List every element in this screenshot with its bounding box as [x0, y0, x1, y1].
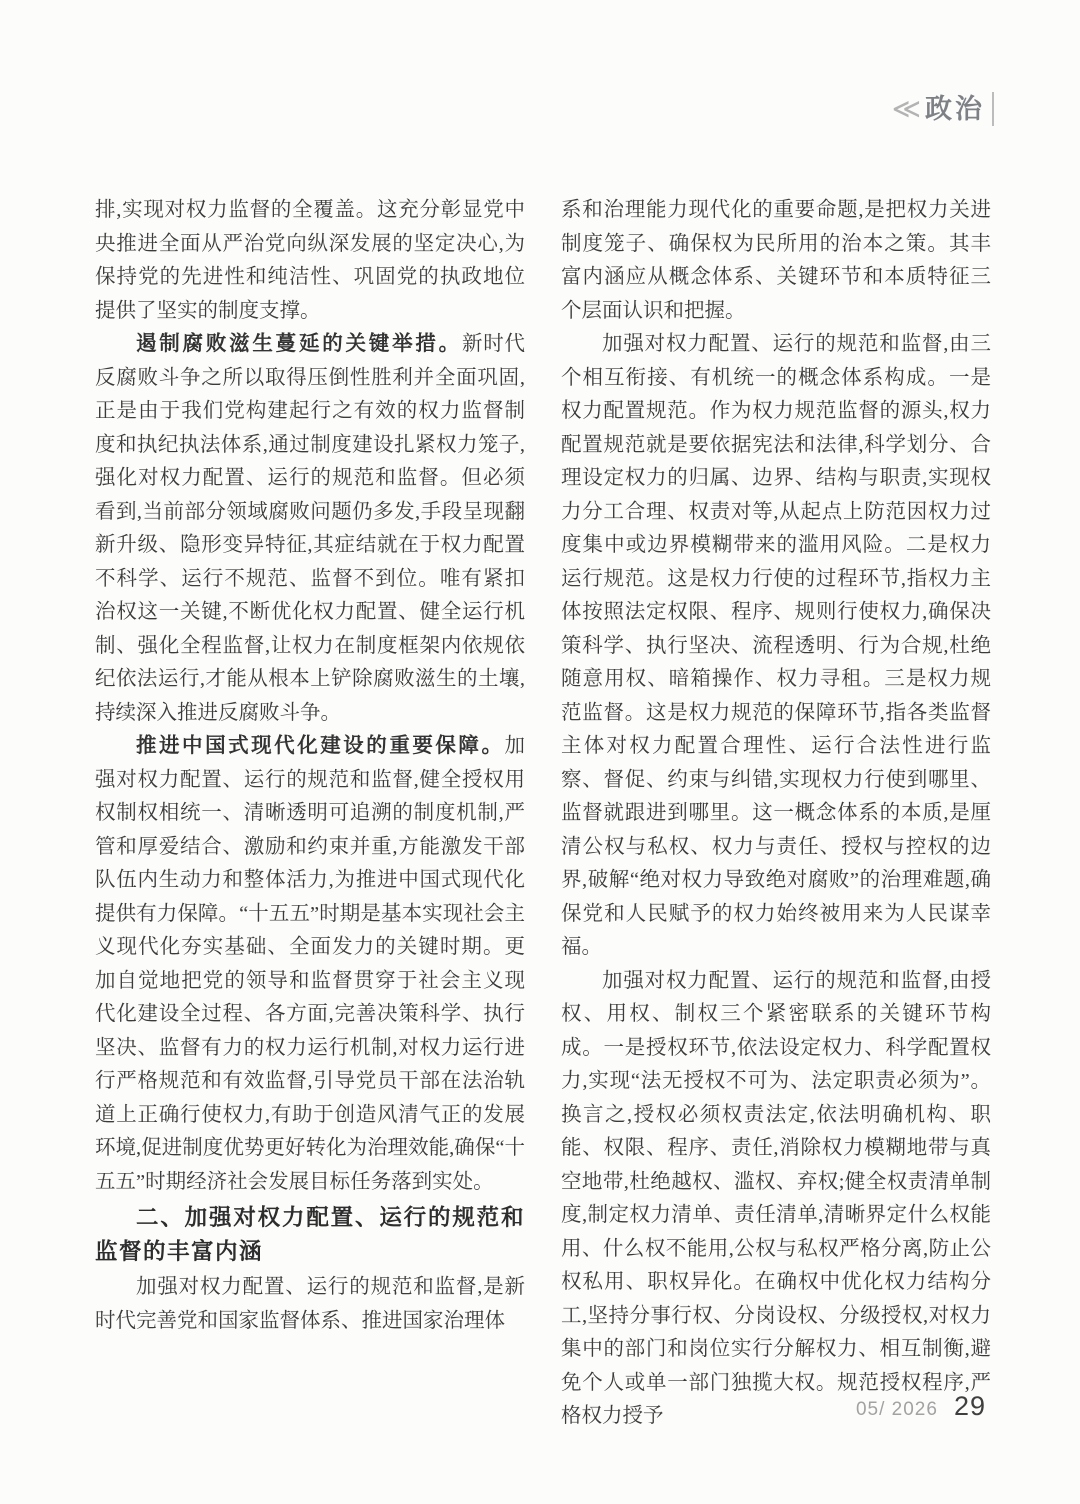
paragraph-text: 排,实现对权力监督的全覆盖。这充分彰显党中央推进全面从严治党向纵深发展的坚定决心,为保持党的先进性和纯洁性、巩固党的执政地位提供了坚实的制度支撑。 [95, 199, 525, 322]
paragraph-text: 系和治理能力现代化的重要命题,是把权力关进制度笼子、确保权为民所用的治本之策。其丰富内涵应从概念体系、关键环节和本质特征三个层面认识和把握。 [561, 199, 991, 322]
paragraph-text: 加强对权力配置、运行的规范和监督,由三个相互衔接、有机统一的概念体系构成。一是权力配置规范。作为权力规范监督的源头,权力配置规范就是要依据宪法和法律,科学划分、合理设定权力的归属、边界、结构与职责,实现权力分工合理、权责对等,从起点上防范因权力过度集中或边界模糊带来的滥用风险。二是权力运行规范。这是权力行使的过程环节,指权力主体按照法定权限、程序、规则行使权力,确保决策科学、执行坚决、流程透明、行为合规,杜绝随意用权、暗箱操作、权力寻租。三是权力规范监督。这是权力规范的保障环节,指各类监督主体对权力配置合理性、运行合法性进行监察、督促、约束与纠错,实现权力行使到哪里、监督就跟进到哪里。这一概念体系的本质,是厘清公权与私权、权力与责任、授权与控权的边界,破解“绝对权力导致绝对腐败”的治理难题,确保党和人民赋予的权力始终被用来为人民谋幸福。 [561, 333, 991, 958]
paragraph-text: 新时代反腐败斗争之所以取得压倒性胜利并全面巩固,正是由于我们党构建起行之有效的权力监督制度和执纪执法体系,通过制度建设扎紧权力笼子,强化对权力配置、运行的规范和监督。但必须看到,当前部分领域腐败问题仍多发,手段呈现翻新升级、隐形变异特征,其症结就在于权力配置不科学、运行不规范、监督不到位。唯有紧扣治权这一关键,不断优化权力配置、健全运行机制、强化全程监督,让权力在制度框架内依规依纪依法运行,才能从根本上铲除腐败滋生的土壤,持续深入推进反腐败斗争。 [95, 333, 525, 724]
article-body [95, 194, 991, 1434]
issue-label: 05/ 2026 [855, 1399, 938, 1420]
paragraph-lead: 推进中国式现代化建设的重要保障。 [136, 735, 505, 757]
left-column [95, 194, 525, 1434]
paragraph [95, 1271, 525, 1338]
section-heading: 二、加强对权力配置、运行的规范和监督的丰富内涵 [95, 1205, 525, 1264]
page-header [892, 92, 994, 126]
paragraph-lead: 遏制腐败滋生蔓延的关键举措。 [136, 333, 462, 355]
paragraph-text: 加强对权力配置、运行的规范和监督,由授权、用权、制权三个紧密联系的关键环节构成。一是授权环节,依法设定权力、科学配置权力,实现“法无授权不可为、法定职责必须为”。换言之,授权必须权责法定,依法明确机构、职能、权限、程序、责任,消除权力模糊地带与真空地带,杜绝越权、滥权、弃权;健全权责清单制度,制定权力清单、责任清单,清晰界定什么权能用、什么权不能用,公权与私权严格分离,防止公权私用、职权异化。在确权中优化权力结构分工,坚持分事行权、分岗设权、分级授权,对权力集中的部门和岗位实行分解权力、相互制衡,避免个人或单一部门独揽大权。规范授权程序,严格权力授予 [561, 969, 991, 1427]
page-footer [856, 1391, 986, 1422]
paragraph [561, 965, 991, 1434]
paragraph [95, 328, 525, 730]
paragraph [561, 328, 991, 965]
paragraph-continuation [561, 194, 991, 328]
section-label: 政治 [925, 93, 985, 124]
paragraph-text: 加强对权力配置、运行的规范和监督,是新时代完善党和国家监督体系、推进国家治理体 [95, 1276, 525, 1332]
paragraph-continuation [95, 194, 525, 328]
paragraph-text: 加强对权力配置、运行的规范和监督,健全授权用权制权相统一、清晰透明可追溯的制度机制,严管和厚爱结合、激励和约束并重,方能激发干部队伍内生动力和整体活力,为推进中国式现代化提供有力保障。“十五五”时期是基本实现社会主义现代化夯实基础、全面发力的关键时期。更加自觉地把党的领导和监督贯穿于社会主义现代化建设全过程、各方面,完善决策科学、执行坚决、监督有力的权力运行机制,对权力运行进行严格规范和有效监督,引导党员干部在法治轨道上正确行使权力,有助于创造风清气正的发展环境,促进制度优势更好转化为治理效能,确保“十五五”时期经济社会发展目标任务落到实处。 [95, 735, 525, 1193]
header-divider [992, 92, 994, 126]
right-column [561, 194, 991, 1434]
double-angle-icon: ≪ [891, 93, 921, 124]
page-number: 29 [953, 1391, 986, 1421]
paragraph [95, 730, 525, 1199]
